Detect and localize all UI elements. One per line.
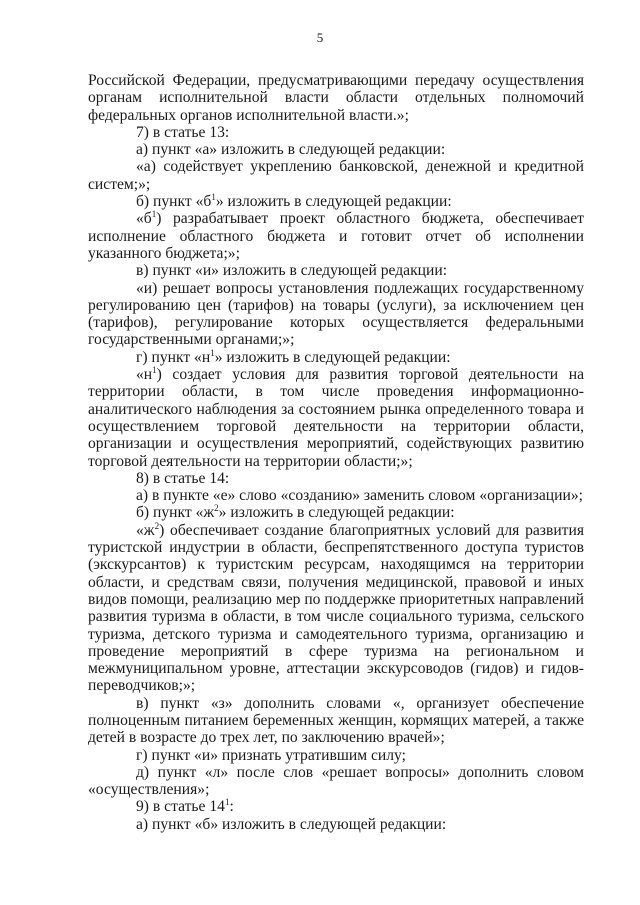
text-line: «$н^1$) создает условия для развития торговой деятельности на территории области, в том числе проведения информационно-аналитического наблюдения за состоянием рынка определенного товара и осуществлением торговой деятельности на территории области, организации и осуществления мероприятий, содействующих развитию торговой деятельности на территории области;»; xyxy=(88,365,584,470)
page-number: 5 xyxy=(316,30,324,45)
text-line: 9) в статье $14^1$: xyxy=(136,797,234,816)
document-body xyxy=(88,72,584,833)
text-line: «и) решает вопросы установления подлежащих государственному регулированию цен (тарифов) на товары (услуги), за исключением цен (тарифов), регулирование которых осуществляется федеральными государственными органами;»; xyxy=(88,279,584,349)
text-line: 7) в статье 13: xyxy=(136,123,230,141)
text-line: а) в пункте «е» слово «созданию» заменить словом «организации»; xyxy=(136,487,583,505)
text-line: Российской Федерации, предусматривающими передачу осуществления органам исполнительной власти области отдельных полномочий федеральных органов исполнительной власти.»; xyxy=(88,72,584,124)
text-line: в) пункт «и» изложить в следующей редакции: xyxy=(136,262,448,280)
text-line: б) пункт «$ж^2$» изложить в следующей редакции: xyxy=(136,503,455,522)
text-line: в) пункт «з» дополнить словами «, организует обеспечение полноценным питанием беременных женщин, кормящих матерей, а также детей в возрасте до трех лет, по заключению врачей»; xyxy=(88,694,584,747)
text-line: а) пункт «б» изложить в следующей редакции: xyxy=(136,815,447,833)
text-line: «$б^1$) разрабатывает проект областного бюджета, обеспечивает исполнение областного бюджета и готовит отчет об исполнении указанного бюджета;»; xyxy=(88,209,584,262)
text-line: «а) содействует укреплению банковской, денежной и кредитной систем;»; xyxy=(88,158,584,193)
text-line: б) пункт «$б^1$» изложить в следующей редакции: xyxy=(136,192,452,211)
text-line: д) пункт «л» после слов «решает вопросы» дополнить словом «осуществления»; xyxy=(88,763,584,799)
text-line: г) пункт «$н^1$» изложить в следующей редакции: xyxy=(136,347,451,366)
text-line: 8) в статье 14: xyxy=(136,469,230,487)
text-line: а) пункт «а» изложить в следующей редакции: xyxy=(136,141,446,159)
text-line: «$ж^2$) обеспечивает создание благоприятных условий для развития туристской индустрии в области, беспрепятственного доступа туристов (экскурсантов) к туристским ресурсам, находящимся на территории области, и средствам связи, получения медицинской, правовой и иных видов помощи, реализацию мер по поддержке приоритетных направлений развития туризма в области, в том числе социального туризма, сельского туризма, детского туризма и самодеятельного туризма, организацию и проведение мероприятий в сфере туризма на региональном и межмуниципальном уровне, аттестации экскурсоводов (гидов) и гидов-переводчиков;»; xyxy=(88,520,584,695)
text-line: г) пункт «и» признать утратившим силу; xyxy=(136,746,406,764)
